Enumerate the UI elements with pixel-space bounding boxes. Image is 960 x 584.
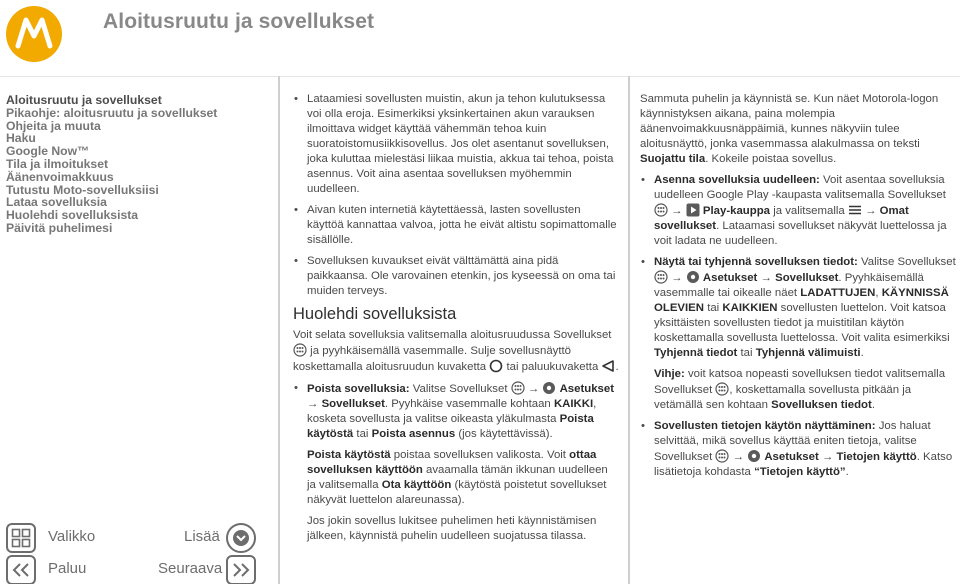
apps-icon: [654, 203, 668, 217]
toc-link[interactable]: Huolehdi sovelluksista: [6, 208, 139, 223]
back-label[interactable]: Paluu: [48, 560, 87, 577]
toc-link[interactable]: Google Now™: [6, 144, 90, 159]
home-icon: [489, 359, 503, 373]
bullet-item: • Sovellusten tietojen käytön näyttäminen: Jos haluat selvittää, mikä sovellus käyttää eniten tietoja, valitse Sovellukset → Asetukset → Tietojen käyttö. Katso lisätietoja kohdasta “Tietojen käyttö”.: [640, 419, 958, 480]
paragraph: Jos jokin sovellus lukitsee puhelimen heti käynnistämisen jälkeen, käynnistä puhelin uudelleen suojatussa tilassa.: [307, 515, 597, 542]
apps-icon: [511, 381, 525, 395]
apps-icon: [715, 449, 729, 463]
column-divider-right: [628, 76, 630, 584]
motorola-m-icon: [6, 6, 62, 62]
bullet-item: • Aivan kuten internetiä käytettäessä, lasten sovellusten käyttöä kannattaa valvoa, jotta he eivät altistu sopimattomalle sisällölle.: [293, 203, 619, 248]
middle-column: [293, 92, 619, 550]
tip-paragraph: Vihje: voit katsoa nopeasti sovelluksen tiedot valitsemalla Sovellukset , koskettamalla sovellusta pitkään ja vetämällä sen kohtaan Sovelluksen tiedot.: [654, 368, 946, 411]
bullet-item: • Lataamiesi sovellusten muistin, akun ja tehon kulutuksessa voi olla eroja. Esimerkiksi yksinkertainen akun varauksen ilmoittava widget käyttää vähemmän tehoa kuin suoratoistomusiikkisovellus. Jos olet asentanut sovelluksen, joka kuluttaa mielestäsi liikaa muistia, akkua tai tehoa, poista asennus. Voit aina asentaa sovelluksen myöhemmin uudelleen.: [293, 92, 619, 197]
back-triangle-icon: [601, 359, 615, 373]
right-column: [640, 92, 958, 486]
toc-link[interactable]: Äänenvoimakkuus: [6, 169, 114, 184]
double-chevron-right-icon: [232, 563, 250, 577]
toc-link[interactable]: Aloitusruutu ja sovellukset: [6, 93, 162, 107]
settings-gear-icon: [686, 270, 700, 284]
chevron-down-icon: [232, 529, 250, 547]
double-chevron-left-icon: [12, 563, 30, 577]
toc-link[interactable]: Tutustu Moto-sovelluksiisi: [6, 182, 159, 197]
more-button[interactable]: [226, 523, 256, 553]
apps-icon: [715, 382, 729, 396]
menu-label[interactable]: Valikko: [48, 528, 96, 545]
next-label[interactable]: Seuraava: [158, 560, 223, 577]
bullet-item: • Asenna sovelluksia uudelleen: Voit asentaa sovelluksia uudelleen Google Play -kaupasta valitsemalla Sovellukset → Play-kauppa ja valitsemalla → Omat sovellukset. Lataamasi sovellukset näkyvät luettelossa ja voit ladata ne uudelleen.: [640, 173, 958, 249]
menu-button[interactable]: [6, 523, 36, 553]
toc-link[interactable]: Ohjeita ja muuta: [6, 118, 101, 133]
motorola-logo: [6, 6, 62, 62]
play-store-icon: [686, 203, 700, 217]
back-button[interactable]: [6, 555, 36, 584]
menu-grid-icon: [11, 528, 31, 548]
toc-link[interactable]: Pikaohje: aloitusruutu ja sovellukset: [6, 105, 218, 120]
apps-icon: [654, 270, 668, 284]
toc-link[interactable]: Lataa sovelluksia: [6, 195, 107, 210]
paragraph: Voit selata sovelluksia valitsemalla aloitusruudussa Sovellukset ja pyyhkäisemällä vasemmalle. Sulje sovellusnäyttö koskettamalla aloitusruudun kuvaketta tai paluukuvaketta .: [293, 329, 619, 373]
header-divider: [0, 76, 960, 77]
toc-link[interactable]: Haku: [6, 131, 36, 146]
toc-link[interactable]: Päivitä puhelimesi: [6, 220, 113, 235]
bottom-navigation: [6, 520, 260, 582]
apps-icon: [293, 343, 307, 357]
section-heading: Huolehdi sovelluksista: [293, 305, 457, 323]
settings-gear-icon: [542, 381, 556, 395]
page-title: Aloitusruutu ja sovellukset: [103, 10, 375, 33]
paragraph: Poista käytöstä poistaa sovelluksen valikosta. Voit ottaa sovelluksen käyttöön avaamalla tämän ikkunan uudelleen ja valitsemalla Ota käyttöön (käytöstä poistetut sovellukset näkyvät luettelon alareunassa).: [307, 449, 608, 506]
bullet-item: • Näytä tai tyhjennä sovelluksen tiedot: Valitse Sovellukset → Asetukset → Sovellukset. Pyyhkäisemällä vasemmalle tai oikealle näet LADATTUJEN, KÄYNNISSÄ OLEVIEN tai KAIKKIEN sovellusten luettelon. Voit katsoa yksittäisten sovellusten tiedot ja muistitilan käytön koskettamalla sovellusta luettelossa. Voit valita esimerkiksi Tyhjennä tiedot tai Tyhjennä välimuisti.: [640, 255, 958, 361]
paragraph: Sammuta puhelin ja käynnistä se. Kun näet Motorola-logon käynnistyksen aikana, paina molempia äänenvoimakkuusnäppäimiä, kunnes näkyviin tulee aloitusnäyttö, jonka vasemmassa alakulmassa on teksti Suojattu tila. Kokeile poistaa sovellus.: [640, 93, 939, 165]
toc-link[interactable]: Tila ja ilmoitukset: [6, 156, 109, 171]
bullet-item: • Poista sovelluksia: Valitse Sovellukset → Asetukset → Sovellukset. Pyyhkäise vasemmalle kohtaan KAIKKI, kosketa sovellusta ja valitse oikeasta yläkulmasta Poista käytöstä tai Poista asennus (jos käytettävissä).: [293, 381, 619, 442]
bullet-item: • Sovelluksen kuvaukset eivät välttämättä aina pidä paikkaansa. Ole varovainen etenkin, jos kyseessä on oma tai muiden terveys.: [293, 254, 619, 299]
column-divider-left: [278, 76, 280, 584]
table-of-contents: [6, 94, 276, 235]
more-label[interactable]: Lisää: [184, 528, 220, 545]
settings-gear-icon: [747, 449, 761, 463]
hamburger-menu-icon: [848, 203, 862, 217]
next-button[interactable]: [226, 555, 256, 584]
